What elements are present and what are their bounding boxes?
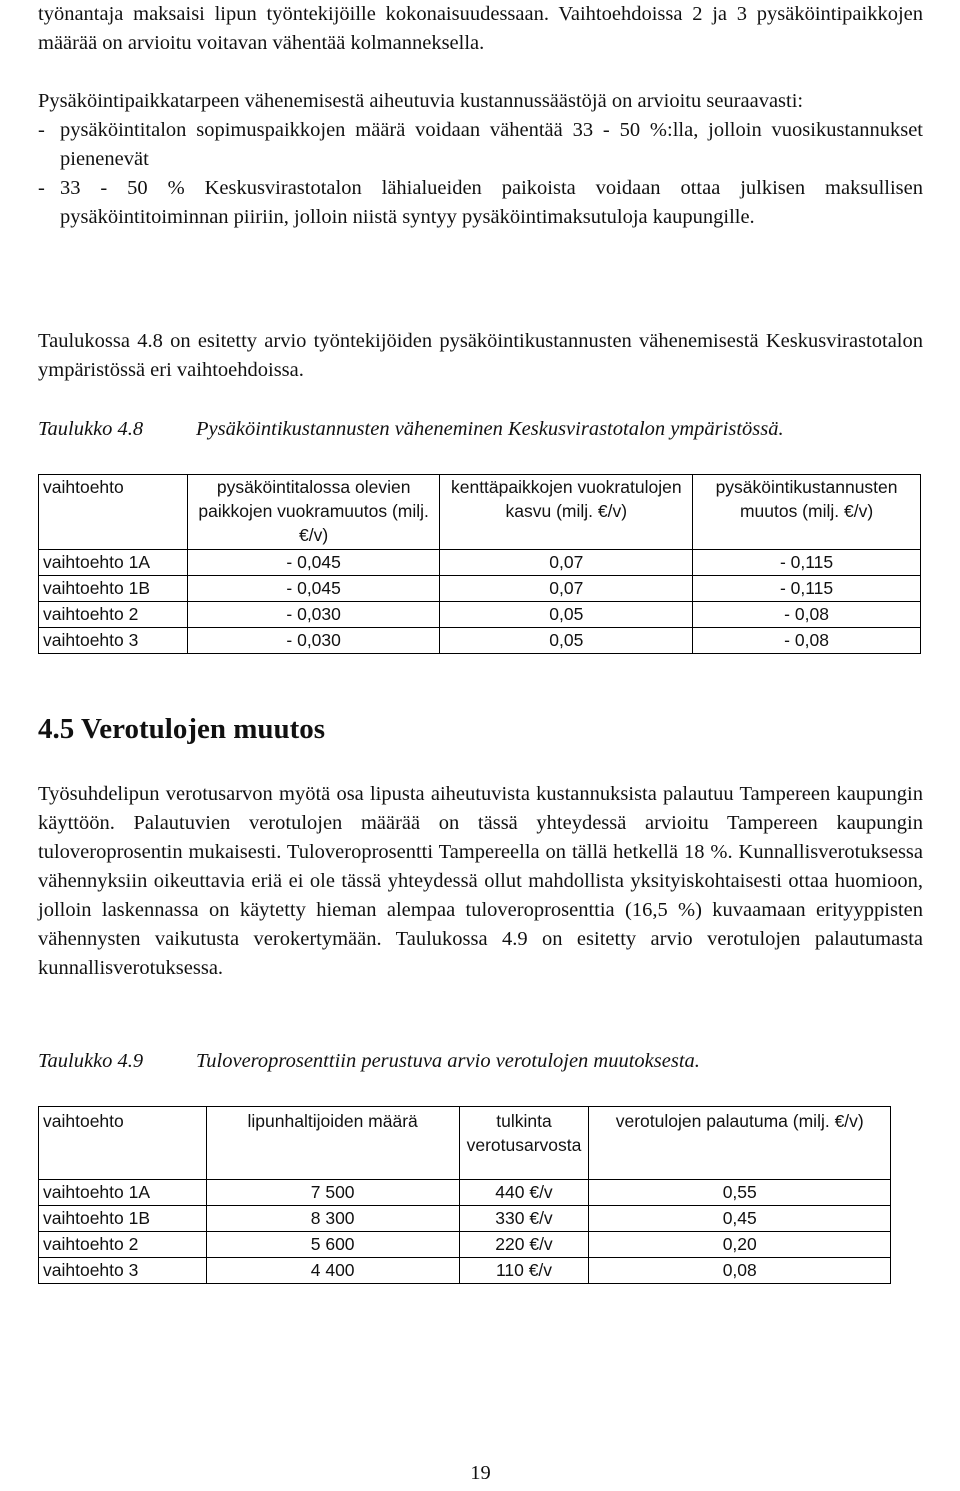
column-header: pysäköintitalossa olevien paikkojen vuokramuutos (milj. €/v) — [187, 475, 440, 550]
table48-caption — [38, 418, 784, 441]
caption-title: Pysäköintikustannusten väheneminen Keskusvirastotalon ympäristössä. — [196, 418, 784, 440]
table-cell: 440 €/v — [459, 1180, 589, 1206]
bullet-text: pysäköintitalon sopimuspaikkojen määrä voidaan vähentää 33 - 50 %:lla, jolloin vuosikustannukset pienenevät — [60, 119, 923, 170]
table-cell: 0,05 — [440, 602, 693, 628]
column-header: verotulojen palautuma (milj. €/v) — [589, 1107, 891, 1180]
table-cell: 220 €/v — [459, 1232, 589, 1258]
table-cell: 5 600 — [206, 1232, 459, 1258]
bullet-item — [38, 174, 923, 232]
table-cell: 4 400 — [206, 1258, 459, 1284]
table-cell: 0,05 — [440, 628, 693, 654]
caption-number: Taulukko 4.8 — [38, 418, 144, 440]
table-row — [39, 1180, 891, 1206]
table-row — [39, 1206, 891, 1232]
table-cell: - 0,08 — [693, 602, 921, 628]
column-header: lipunhaltijoiden määrä — [206, 1107, 459, 1180]
table-row — [39, 602, 921, 628]
paragraph-continuation: työnantaja maksaisi lipun työntekijöille kokonaisuudessaan. Vaihtoehdoissa 2 ja 3 pysäköintipaikkojen määrää on arvioitu voitavan vähentää kolmanneksella. — [38, 3, 923, 54]
caption-title: Tuloveroprosenttiin perustuva arvio verotulojen muutoksesta. — [196, 1050, 700, 1072]
bullet-item — [38, 116, 923, 174]
table-cell: vaihtoehto 1A — [39, 550, 188, 576]
table-cell: vaihtoehto 1A — [39, 1180, 207, 1206]
column-header: vaihtoehto — [39, 475, 188, 550]
column-header: tulkinta verotusarvosta — [459, 1107, 589, 1180]
table-row — [39, 1258, 891, 1284]
table-cell: - 0,030 — [187, 602, 440, 628]
table-header-row — [39, 1107, 891, 1180]
table-cell: 8 300 — [206, 1206, 459, 1232]
table-cell: - 0,045 — [187, 550, 440, 576]
table-cell: 0,07 — [440, 576, 693, 602]
table-cell: vaihtoehto 3 — [39, 628, 188, 654]
table-cell: 110 €/v — [459, 1258, 589, 1284]
table-cell: vaihtoehto 3 — [39, 1258, 207, 1284]
table-cell: vaihtoehto 2 — [39, 1232, 207, 1258]
table-header-row — [39, 475, 921, 550]
caption-number: Taulukko 4.9 — [38, 1050, 144, 1072]
parking-cost-table — [38, 474, 921, 654]
table-cell: vaihtoehto 2 — [39, 602, 188, 628]
table-cell: vaihtoehto 1B — [39, 576, 188, 602]
paragraph-table48-intro: Taulukossa 4.8 on esitetty arvio työntekijöiden pysäköintikustannusten vähenemisestä Keskusvirastotalon ympäristössä eri vaihtoehdoissa. — [38, 330, 923, 381]
table-cell: 0,08 — [589, 1258, 891, 1284]
table-cell: 0,20 — [589, 1232, 891, 1258]
table-cell: - 0,115 — [693, 576, 921, 602]
table-cell: 330 €/v — [459, 1206, 589, 1232]
bullet-dash: - — [38, 177, 45, 199]
table-cell: 0,07 — [440, 550, 693, 576]
table-cell: 0,55 — [589, 1180, 891, 1206]
column-header: pysäköintikustannusten muutos (milj. €/v) — [693, 475, 921, 550]
table-cell: - 0,030 — [187, 628, 440, 654]
table-cell: - 0,115 — [693, 550, 921, 576]
table-cell: - 0,045 — [187, 576, 440, 602]
bullet-text: 33 - 50 % Keskusvirastotalon lähialueiden paikoista voidaan ottaa julkisen maksullisen pysäköintitoiminnan piiriin, jolloin niistä syntyy pysäköintimaksutuloja kaupungille. — [60, 177, 923, 228]
column-header: vaihtoehto — [39, 1107, 207, 1180]
table-row — [39, 576, 921, 602]
section-heading: 4.5 Verotulojen muutos — [38, 713, 326, 745]
page-number: 19 — [470, 1462, 491, 1484]
column-header: kenttäpaikkojen vuokratulojen kasvu (milj. €/v) — [440, 475, 693, 550]
table49-caption — [38, 1050, 700, 1073]
table-row — [39, 550, 921, 576]
savings-section — [38, 87, 923, 232]
table-cell: 7 500 — [206, 1180, 459, 1206]
table-cell: - 0,08 — [693, 628, 921, 654]
tax-revenue-table — [38, 1106, 891, 1284]
table-cell: 0,45 — [589, 1206, 891, 1232]
paragraph-tax: Työsuhdelipun verotusarvon myötä osa lipusta aiheutuvista kustannuksista palautuu Tampereen kaupungin käyttöön. Palautuvien verotulojen määrää on tässä yhteydessä arvioitu Tampereen kaupungin tuloveroprosentin mukaisesti. Tuloveroprosentti Tampereella on tällä hetkellä 18 %. Kunnallisverotuksessa vähennyksiin oikeuttavia eriä ei ole tässä yhteydessä ollut mahdollista yksityiskohtaisesti ottaa huomioon, jolloin laskennassa on käytetty hieman alempaa tuloveroprosenttia (16,5 %) kuvaamaan erityyppisten vähennysten vaikutusta verokertymään. Taulukossa 4.9 on esitetty arvio verotulojen palautumasta kunnallisverotuksessa. — [38, 783, 923, 979]
table-cell: vaihtoehto 1B — [39, 1206, 207, 1232]
bullet-dash: - — [38, 119, 45, 141]
table-row — [39, 1232, 891, 1258]
paragraph-savings-intro: Pysäköintipaikkatarpeen vähenemisestä aiheutuvia kustannussäästöjä on arvioitu seuraavasti: — [38, 90, 804, 112]
table-row — [39, 628, 921, 654]
